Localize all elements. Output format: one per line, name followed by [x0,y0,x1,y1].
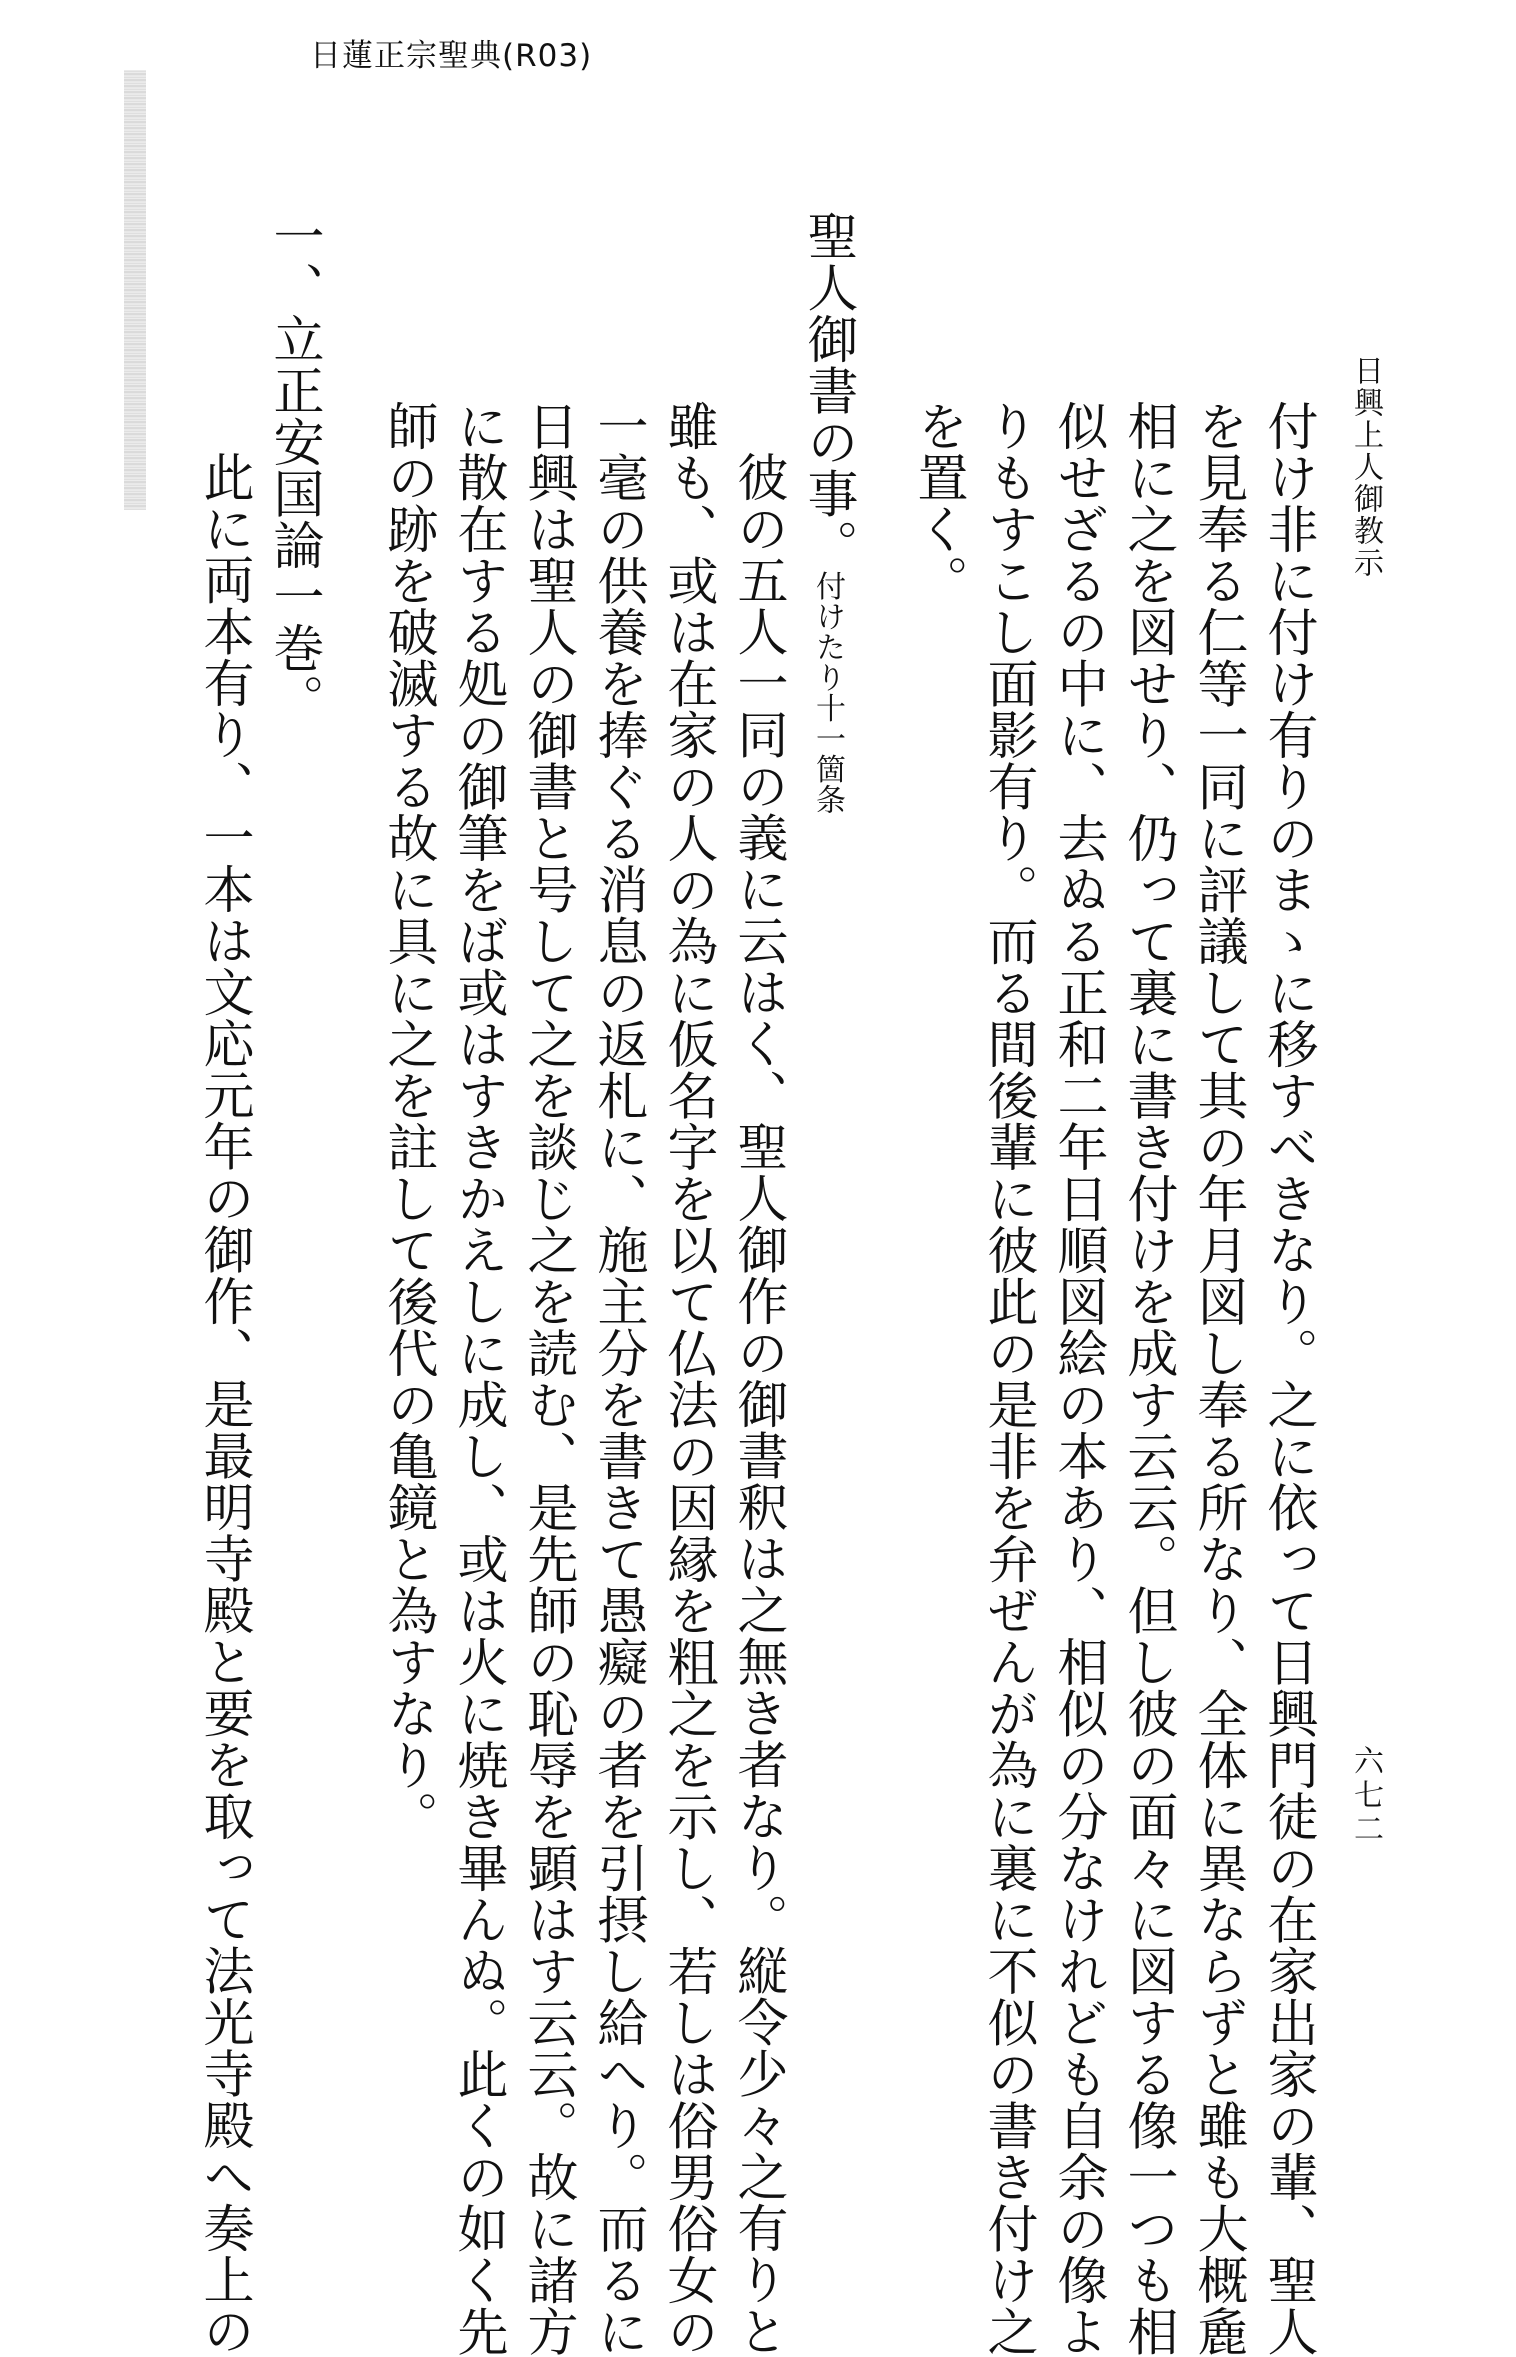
section-heading-note: 付けたり十一箇条 [810,570,845,815]
text-column: に散在する処の御筆をば或はすきかえしに成し、或は火に焼き畢んぬ。此くの如く先 [448,400,507,2357]
text-column: 付け非に付け有りのまゝに移すべきなり。之に依って日興門徒の在家出家の輩、聖人 [1258,400,1317,2357]
text-column: 似せざるの中に、去ぬる正和二年日順図絵の本あり、相似の分なけれども自余の像よ [1048,400,1107,2357]
running-head-title: 日興上人御教示 [1348,355,1383,579]
page-header: 日蓮正宗聖典(R03) [310,38,593,74]
scan-gutter-shadow [124,70,146,510]
text-column: 彼の五人一同の義に云はく、聖人御作の御書釈は之無き者なり。縦令少々之有りと [728,451,787,2357]
page-number: 六七二 [1348,1745,1383,1847]
section-heading-text: 聖人御書の事。 [798,210,857,571]
text-column: りもすこし面影有り。而る間後輩に彼此の是非を弁ぜんが為に裏に不似の書き付け之 [978,400,1037,2357]
text-column: を見奉る仁等一同に評議して其の年月図し奉る所なり、全体に異ならずと雖も大概麁 [1188,400,1247,2357]
text-column: 相に之を図せり、仍って裏に書き付けを成す云云。但し彼の面々に図する像一つも相 [1118,400,1177,2357]
text-column: 一毫の供養を捧ぐる消息の返札に、施主分を書きて愚癡の者を引摂し給へり。而るに [588,400,647,2357]
section-heading [798,210,857,815]
text-column: 日興は聖人の御書と号して之を談じ之を読む、是先師の恥辱を顕はす云云。故に諸方 [518,400,577,2357]
text-column: 此に両本有り、一本は文応元年の御作、是最明寺殿と要を取って法光寺殿へ奏上の [194,451,253,2357]
text-column: 師の跡を破滅する故に具に之を註して後代の亀鏡と為すなり。 [378,400,437,1842]
text-column: を置く。 [908,400,967,606]
list-item-heading: 一、立正安国論一巻。 [264,210,323,725]
text-column: 雖も、或は在家の人の為に仮名字を以て仏法の因縁を粗之を示し、若しは俗男俗女の [658,400,717,2357]
